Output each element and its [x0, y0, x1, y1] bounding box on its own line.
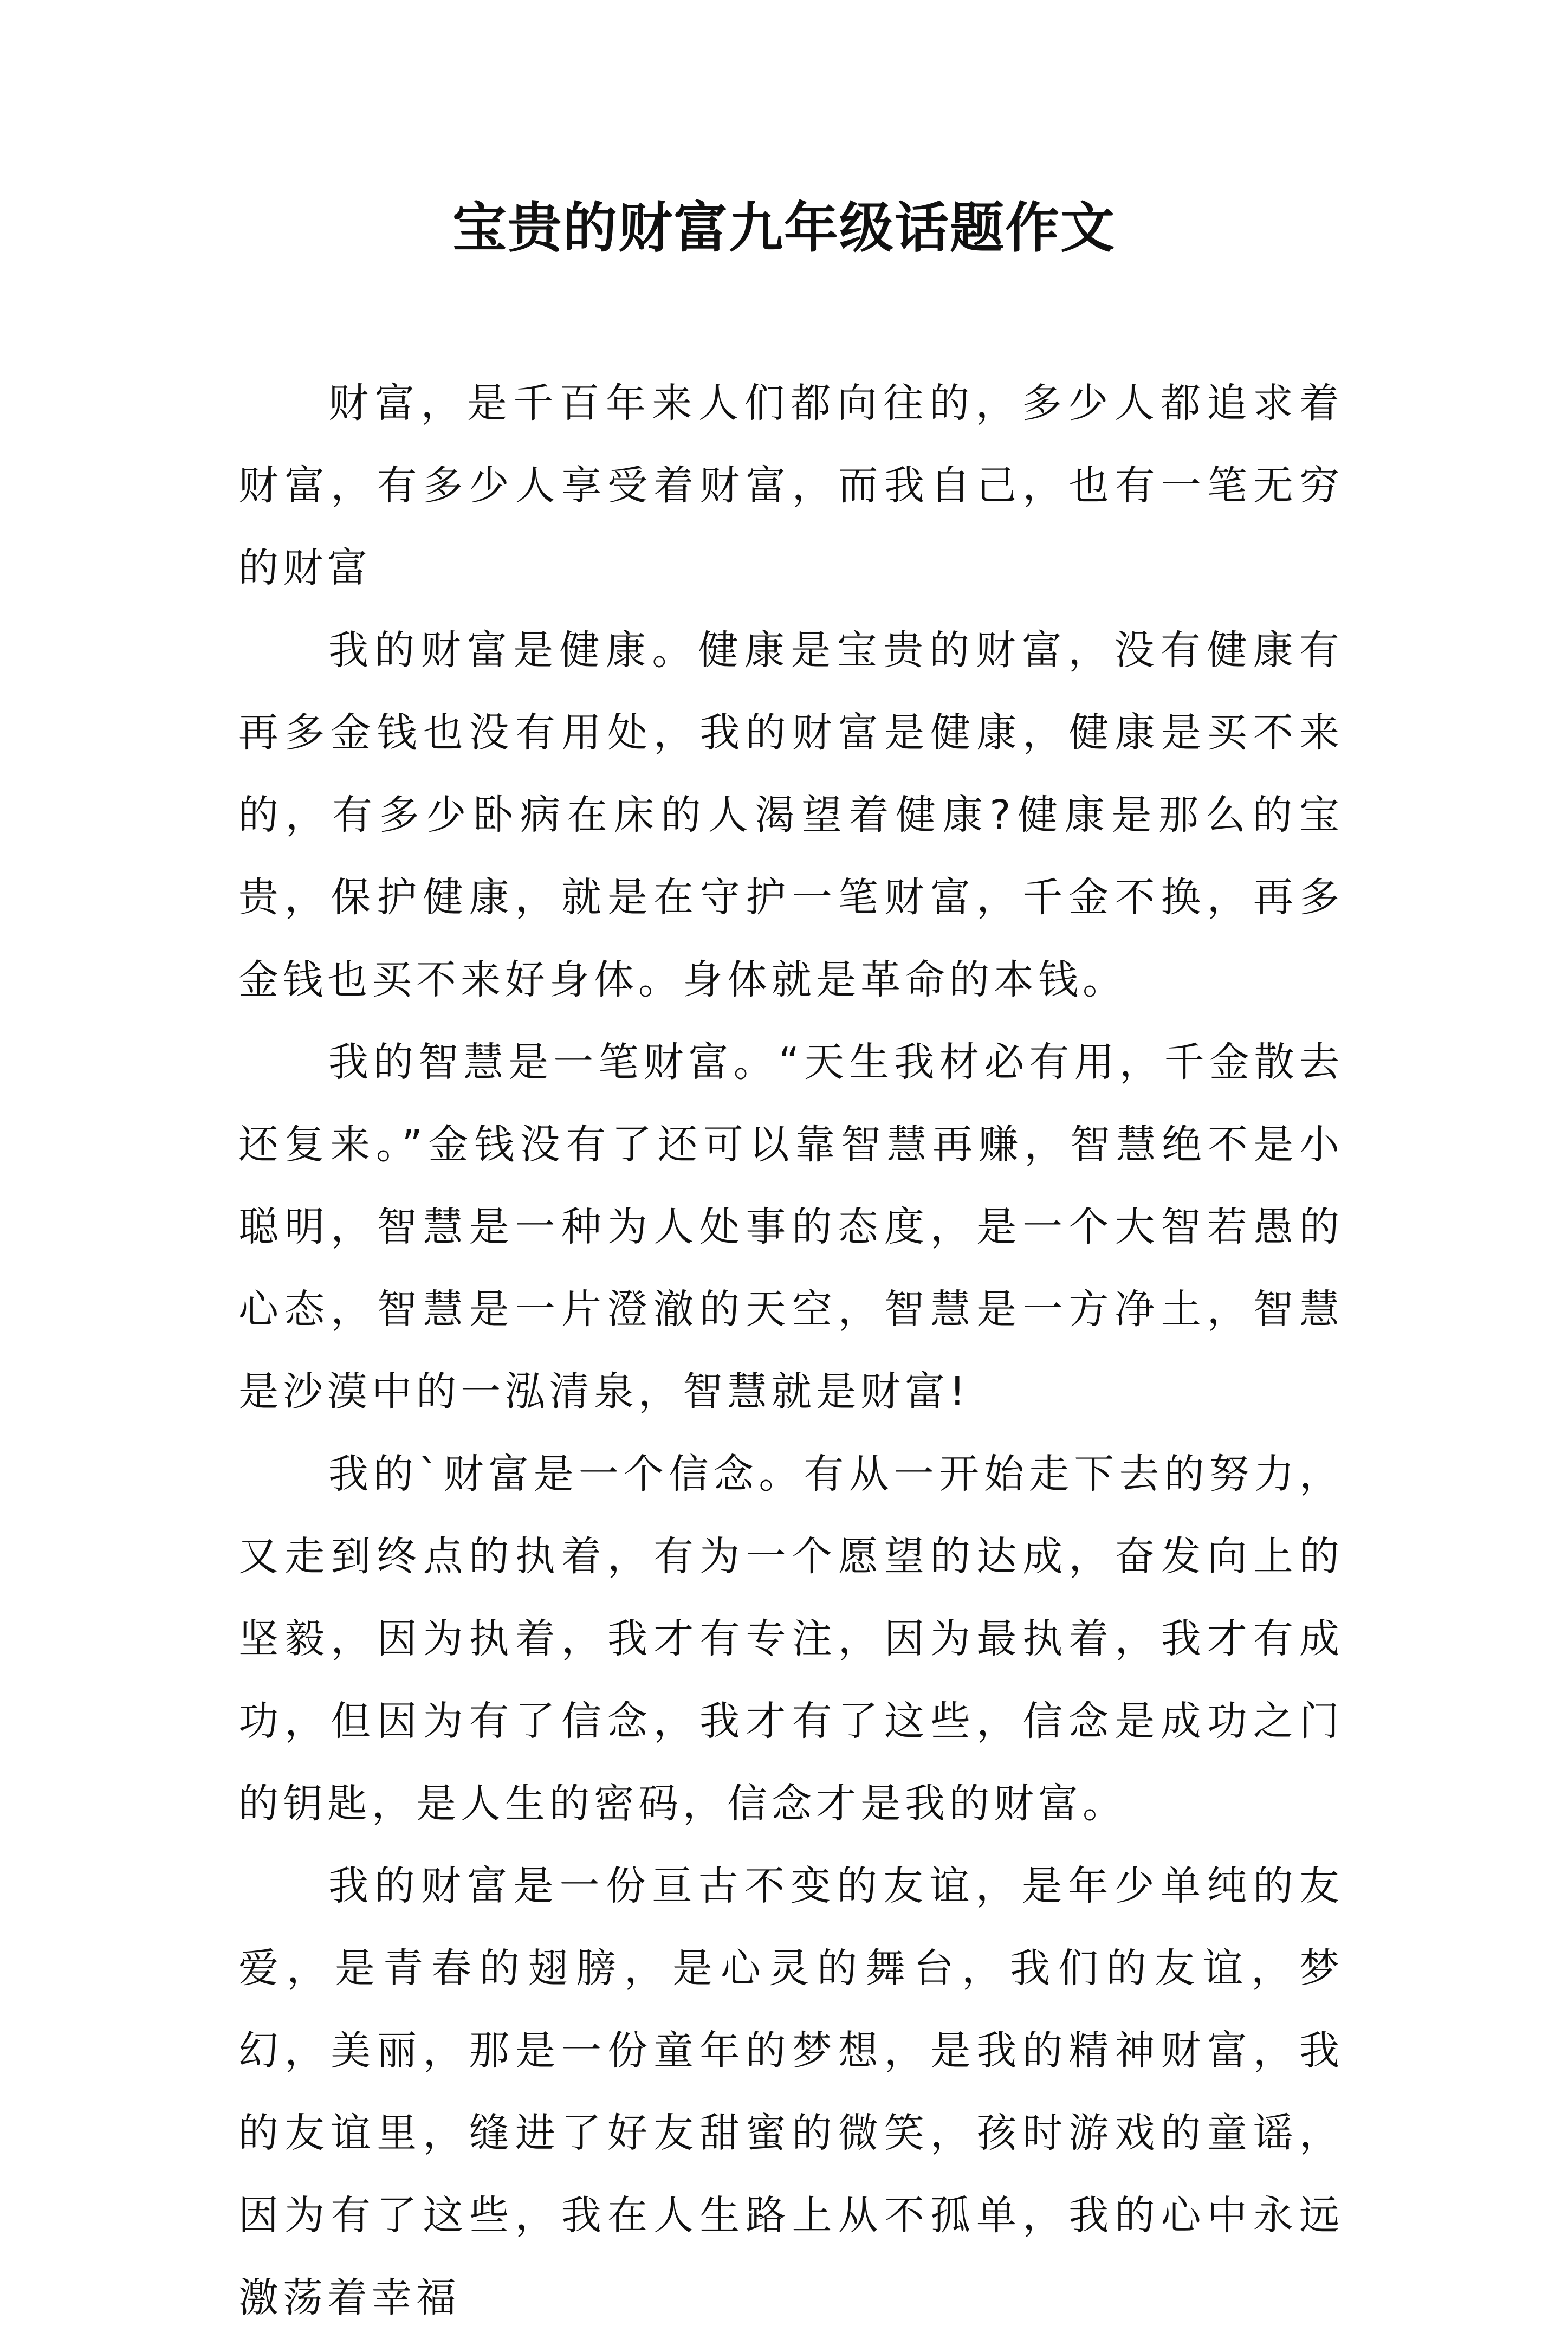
paragraph-health: 我的财富是健康。健康是宝贵的财富，没有健康有再多金钱也没有用处，我的财富是健康，健康是买不来的，有多少卧病在床的人渴望着健康?健康是那么的宝贵，保护健康，就是在守护一笔财富，千金不换，再多金钱也买不来好身体。身体就是革命的本钱。	[238, 627, 1344, 1003]
paragraph-belief: 我的`财富是一个信念。有从一开始走下去的努力，又走到终点的执着，有为一个愿望的达成，奋发向上的坚毅，因为执着，我才有专注，因为最执着，我才有成功，但因为有了信念，我才有了这些，信念是成功之门的钥匙，是人生的密码，信念才是我的财富。	[238, 1451, 1344, 1827]
paragraph-wisdom: 我的智慧是一笔财富。“天生我材必有用，千金散去还复来。”金钱没有了还可以靠智慧再赚，智慧绝不是小聪明，智慧是一种为人处事的态度，是一个大智若愚的心态，智慧是一片澄澈的天空，智慧是一方净土，智慧是沙漠中的一泓清泉，智慧就是财富!	[238, 1039, 1344, 1415]
paragraph-intro: 财富，是千百年来人们都向往的，多少人都追求着财富，有多少人享受着财富，而我自己，也有一笔无穷的财富	[238, 380, 1344, 591]
document-body	[238, 362, 1344, 2339]
document-title: 宝贵的财富九年级话题作文	[452, 196, 1116, 260]
paragraph-friendship: 我的财富是一份亘古不变的友谊，是年少单纯的友爱，是青春的翅膀，是心灵的舞台，我们的友谊，梦幻，美丽，那是一份童年的梦想，是我的精神财富，我的友谊里，缝进了好友甜蜜的微笑，孩时游戏的童谣，因为有了这些，我在人生路上从不孤单，我的心中永远激荡着幸福	[238, 1863, 1344, 2321]
